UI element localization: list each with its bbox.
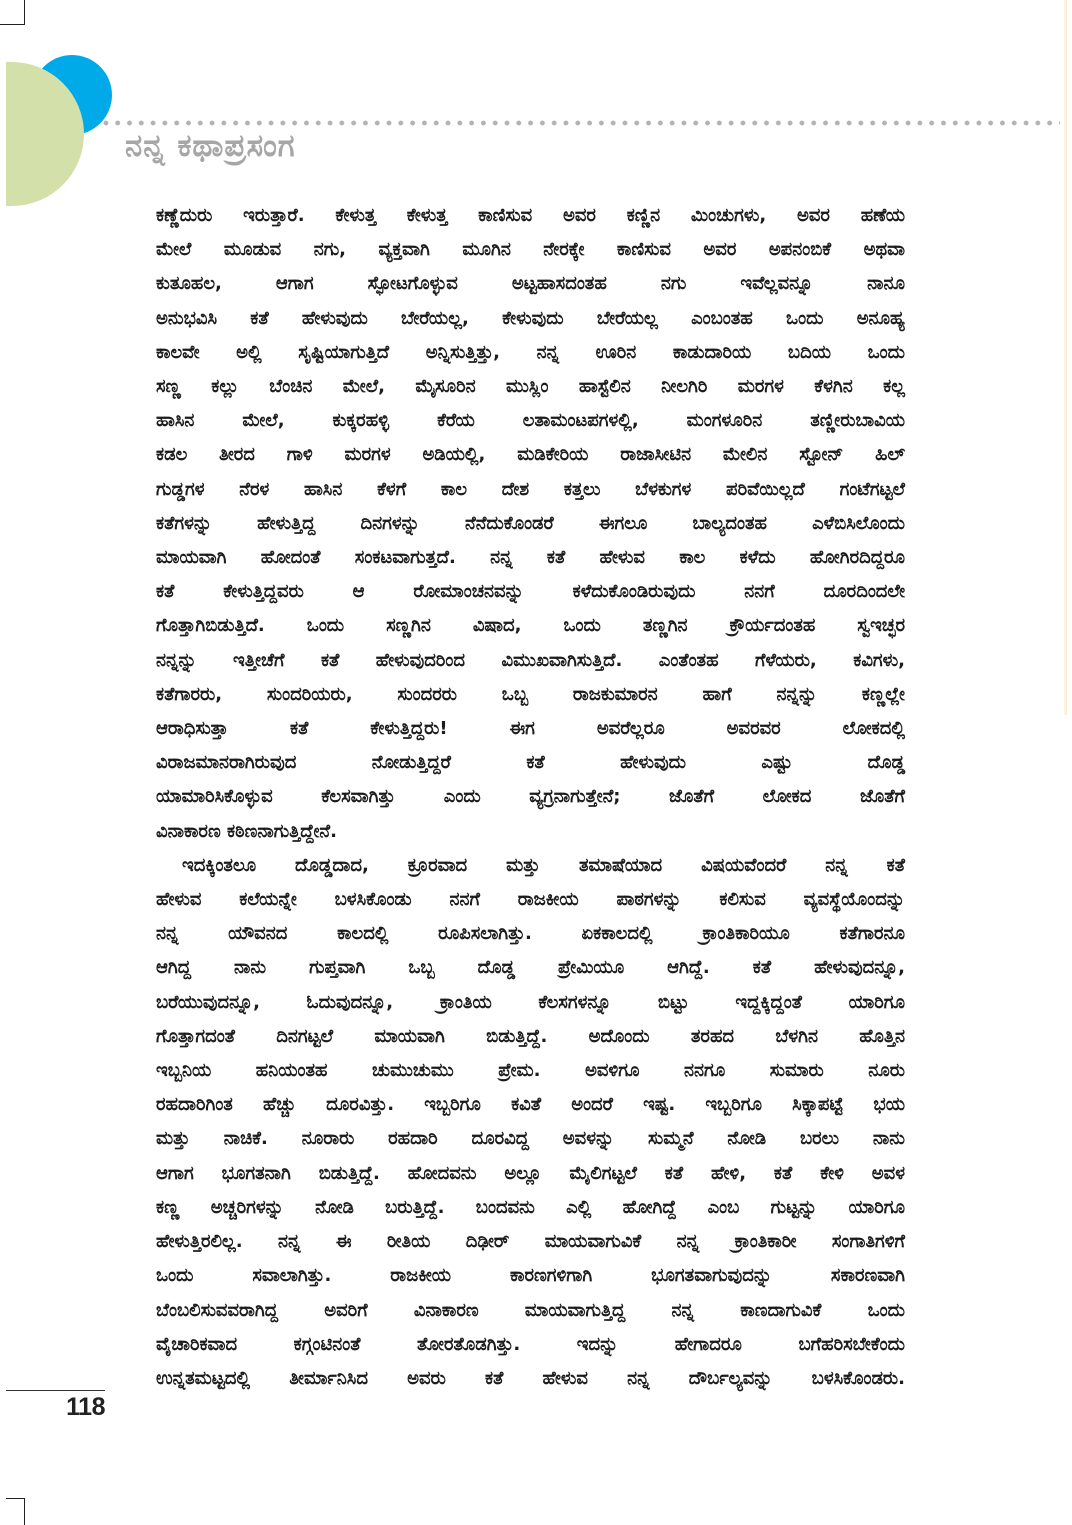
text-line: ಕಣ್ಣೆದುರು ಇರುತ್ತಾರೆ. ಕೇಳುತ್ತ ಕೇಳುತ್ತ ಕಾಣಿಸುವ ಅವರ ಕಣ್ಣಿನ ಮಿಂಚುಗಳು, ಅವರ ಹಣೆಯ — [156, 205, 905, 226]
text-line: ಯಾಮಾರಿಸಿಕೊಳ್ಳುವ ಕೆಲಸವಾಗಿತ್ತು ಎಂದು ವ್ಯಗ್ರನಾಗುತ್ತೇನೆ; ಜೊತೆಗೆ ಲೋಕದ ಜೊತೆಗೆ — [156, 786, 905, 808]
text-line: ಒಂದು ಸವಾಲಾಗಿತ್ತು. ರಾಜಕೀಯ ಕಾರಣಗಳಿಗಾಗಿ ಭೂಗತವಾಗುವುದನ್ನು ಸಕಾರಣವಾಗಿ — [156, 1265, 905, 1287]
text-line: ಇದಕ್ಕಿಂತಲೂ ದೊಡ್ಡದಾದ, ಕ್ರೂರವಾದ ಮತ್ತು ತಮಾಷೆಯಾದ ವಿಷಯವೆಂದರೆ ನನ್ನ ಕತೆ — [182, 854, 905, 876]
text-line: ಕಣ್ಣ ಅಚ್ಚರಿಗಳನ್ನು ನೋಡಿ ಬರುತ್ತಿದ್ದೆ. ಬಂದವನು ಎಲ್ಲಿ ಹೋಗಿದ್ದೆ ಎಂಬ ಗುಟ್ಟನ್ನು ಯಾರಿಗೂ — [156, 1196, 905, 1218]
text-line: ಬೆಂಬಲಿಸುವವರಾಗಿದ್ದ ಅವರಿಗೆ ವಿನಾಕಾರಣ ಮಾಯವಾಗುತ್ತಿದ್ದ ನನ್ನ ಕಾಣದಾಗುವಿಕೆ ಒಂದು — [156, 1299, 905, 1321]
text-line: ಇಬ್ಬನಿಯ ಹನಿಯಂತಹ ಚುಮುಚುಮು ಪ್ರೇಮ. ಅವಳಿಗೂ ನನಗೂ ಸುಮಾರು ನೂರು — [156, 1060, 905, 1082]
page-number: 118 — [66, 1393, 105, 1421]
text-line: ವಿರಾಜಮಾನರಾಗಿರುವುದ ನೋಡುತ್ತಿದ್ದರೆ ಕತೆ ಹೇಳುವುದು ಎಷ್ಟು ದೊಡ್ಡ — [156, 752, 905, 774]
text-line: ಉನ್ನತಮಟ್ಟದಲ್ಲಿ ತೀರ್ಮಾನಿಸಿದ ಅವರು ಕತೆ ಹೇಳುವ ನನ್ನ ದೌರ್ಬಲ್ಯವನ್ನು ಬಳಸಿಕೊಂಡರು. — [156, 1367, 905, 1389]
text-line: ಅನುಭವಿಸಿ ಕತೆ ಹೇಳುವುದು ಬೇರೆಯಲ್ಲ, ಕೇಳುವುದು ಬೇರೆಯಲ್ಲ ಎಂಬಂತಹ ಒಂದು ಅನೂಹ್ಯ — [156, 307, 905, 329]
text-line: ರಹದಾರಿಗಿಂತ ಹೆಚ್ಚು ದೂರವಿತ್ತು. ಇಬ್ಬರಿಗೂ ಕವಿತೆ ಅಂದರೆ ಇಷ್ಟ. ಇಬ್ಬರಿಗೂ ಸಿಕ್ಕಾಪಟ್ಟೆ ಭಯ — [156, 1094, 905, 1116]
text-line: ಕಾಲವೇ ಅಲ್ಲಿ ಸೃಷ್ಟಿಯಾಗುತ್ತಿದೆ ಅನ್ನಿಸುತ್ತಿತ್ತು, ನನ್ನ ಊರಿನ ಕಾಡುದಾರಿಯ ಬದಿಯ ಒಂದು — [156, 341, 905, 363]
chapter-title: ನನ್ನ ಕಥಾಪ್ರಸಂಗ — [125, 128, 296, 164]
crop-mark-top-left — [0, 0, 25, 25]
text-line: ಹೇಳುವ ಕಲೆಯನ್ನೇ ಬಳಸಿಕೊಂಡು ನನಗೆ ರಾಜಕೀಯ ಪಾಠಗಳನ್ನು ಕಲಿಸುವ ವ್ಯವಸ್ಥೆಯೊಂದನ್ನು — [156, 889, 905, 911]
text-line: ಆಗಾಗ ಭೂಗತನಾಗಿ ಬಿಡುತ್ತಿದ್ದೆ. ಹೋದವನು ಅಲ್ಲೂ ಮೈಲಿಗಟ್ಟಲೆ ಕತೆ ಹೇಳಿ, ಕತೆ ಕೇಳಿ ಅವಳ — [156, 1162, 905, 1184]
page-number-rule — [6, 1390, 105, 1391]
text-line: ಮತ್ತು ನಾಚಿಕೆ. ನೂರಾರು ರಹದಾರಿ ದೂರವಿದ್ದ ಅವಳನ್ನು ಸುಮ್ಮನೆ ನೋಡಿ ಬರಲು ನಾನು — [156, 1128, 905, 1150]
text-line: ಕುತೂಹಲ, ಆಗಾಗ ಸ್ಫೋಟಗೊಳ್ಳುವ ಅಟ್ಟಹಾಸದಂತಹ ನಗು ಇವೆಲ್ಲವನ್ನೂ ನಾನೂ — [156, 273, 905, 295]
text-line: ವೈಚಾರಿಕವಾದ ಕಗ್ಗಂಟಿನಂತೆ ತೋರತೊಡಗಿತ್ತು. ಇದನ್ನು ಹೇಗಾದರೂ ಬಗೆಹರಿಸಬೇಕೆಂದು — [156, 1333, 905, 1355]
text-line: ಕತೆಗಾರರು, ಸುಂದರಿಯರು, ಸುಂದರರು ಒಬ್ಬ ರಾಜಕುಮಾರನ ಹಾಗೆ ನನ್ನನ್ನು ಕಣ್ಣಲ್ಲೇ — [156, 683, 905, 705]
text-line: ಹಾಸಿನ ಮೇಲೆ, ಕುಕ್ಕರಹಳ್ಳಿ ಕೆರೆಯ ಲತಾಮಂಟಪಗಳಲ್ಲಿ, ಮಂಗಳೂರಿನ ತಣ್ಣೀರುಬಾವಿಯ — [156, 410, 905, 432]
text-line: ನನ್ನನ್ನು ಇತ್ತೀಚೆಗೆ ಕತೆ ಹೇಳುವುದರಿಂದ ವಿಮುಖವಾಗಿಸುತ್ತಿದೆ. ಎಂತೆಂತಹ ಗೆಳೆಯರು, ಕವಿಗಳು, — [156, 649, 905, 671]
paragraph-2 — [156, 849, 905, 1396]
page-edge-tint — [1064, 0, 1067, 715]
text-line: ಆಗಿದ್ದ ನಾನು ಗುಪ್ತವಾಗಿ ಒಬ್ಬ ದೊಡ್ಡ ಪ್ರೇಮಿಯೂ ಆಗಿದ್ದೆ. ಕತೆ ಹೇಳುವುದನ್ನೂ, — [156, 957, 905, 979]
crop-mark-bottom-left — [6, 1498, 25, 1525]
text-line: ಬರೆಯುವುದನ್ನೂ, ಓದುವುದನ್ನೂ, ಕ್ರಾಂತಿಯ ಕೆಲಸಗಳನ್ನೂ ಬಿಟ್ಟು ಇದ್ದಕ್ಕಿದ್ದಂತೆ ಯಾರಿಗೂ — [156, 991, 905, 1013]
body-text — [156, 199, 905, 1396]
text-line: ಗೊತ್ತಾಗದಂತೆ ದಿನಗಟ್ಟಲೆ ಮಾಯವಾಗಿ ಬಿಡುತ್ತಿದ್ದೆ. ಅದೊಂದು ತರಹದ ಬೆಳಗಿನ ಹೊತ್ತಿನ — [156, 1025, 905, 1047]
text-line: ಗುಡ್ಡಗಳ ನೆರಳ ಹಾಸಿನ ಕೆಳಗೆ ಕಾಲ ದೇಶ ಕತ್ತಲು ಬೆಳಕುಗಳ ಪರಿವೆಯಿಲ್ಲದೆ ಗಂಟೆಗಟ್ಟಲೆ — [156, 478, 905, 500]
text-line: ಮಾಯವಾಗಿ ಹೋದಂತೆ ಸಂಕಟವಾಗುತ್ತದೆ. ನನ್ನ ಕತೆ ಹೇಳುವ ಕಾಲ ಕಳೆದು ಹೋಗಿರದಿದ್ದರೂ — [156, 547, 905, 569]
text-line: ಕತೆ ಕೇಳುತ್ತಿದ್ದವರು ಆ ರೋಮಾಂಚನವನ್ನು ಕಳೆದುಕೊಂಡಿರುವುದು ನನಗೆ ದೂರದಿಂದಲೇ — [156, 581, 905, 603]
text-line: ಕಡಲ ತೀರದ ಗಾಳಿ ಮರಗಳ ಅಡಿಯಲ್ಲಿ, ಮಡಿಕೇರಿಯ ರಾಜಾಸೀಟಿನ ಮೇಲಿನ ಸ್ಟೋನ್ ಹಿಲ್ — [156, 444, 905, 466]
text-line: ನನ್ನ ಯೌವನದ ಕಾಲದಲ್ಲಿ ರೂಪಿಸಲಾಗಿತ್ತು. ಏಕಕಾಲದಲ್ಲಿ ಕ್ರಾಂತಿಕಾರಿಯೂ ಕತೆಗಾರನೂ — [156, 923, 905, 945]
text-line: ಆರಾಧಿಸುತ್ತಾ ಕತೆ ಕೇಳುತ್ತಿದ್ದರು! ಈಗ ಅವರೆಲ್ಲರೂ ಅವರವರ ಲೋಕದಲ್ಲಿ — [156, 718, 905, 740]
text-line: ಗೊತ್ತಾಗಿಬಿಡುತ್ತಿದೆ. ಒಂದು ಸಣ್ಣಗಿನ ವಿಷಾದ, ಒಂದು ತಣ್ಣಗಿನ ಕ್ರೌರ್ಯದಂತಹ ಸ್ವಇಚ್ಛರ — [156, 615, 905, 637]
text-line: ಸಣ್ಣ ಕಲ್ಲು ಬೆಂಚಿನ ಮೇಲೆ, ಮೈಸೂರಿನ ಮುಸ್ಲಿಂ ಹಾಸ್ಟೆಲಿನ ನೀಲಗಿರಿ ಮರಗಳ ಕೆಳಗಿನ ಕಲ್ಲ — [156, 376, 905, 398]
paragraph-1 — [156, 199, 905, 849]
text-line: ವಿನಾಕಾರಣ ಕಠಿಣನಾಗುತ್ತಿದ್ದೇನೆ. — [156, 820, 337, 842]
text-line: ಮೇಲೆ ಮೂಡುವ ನಗು, ವ್ಯಕ್ತವಾಗಿ ಮೂಗಿನ ನೇರಕ್ಕೇ ಕಾಣಿಸುವ ಅವರ ಅಪನಂಬಿಕೆ ಅಥವಾ — [156, 239, 905, 261]
text-line: ಹೇಳುತ್ತಿರಲಿಲ್ಲ. ನನ್ನ ಈ ರೀತಿಯ ದಿಢೀರ್ ಮಾಯವಾಗುವಿಕೆ ನನ್ನ ಕ್ರಾಂತಿಕಾರೀ ಸಂಗಾತಿಗಳಿಗೆ — [156, 1231, 905, 1253]
text-line: ಕತೆಗಳನ್ನು ಹೇಳುತ್ತಿದ್ದ ದಿನಗಳನ್ನು ನೆನೆದುಕೊಂಡರೆ ಈಗಲೂ ಬಾಲ್ಯದಂತಹ ಎಳೆಬಿಸಿಲೊಂದು — [156, 512, 905, 534]
